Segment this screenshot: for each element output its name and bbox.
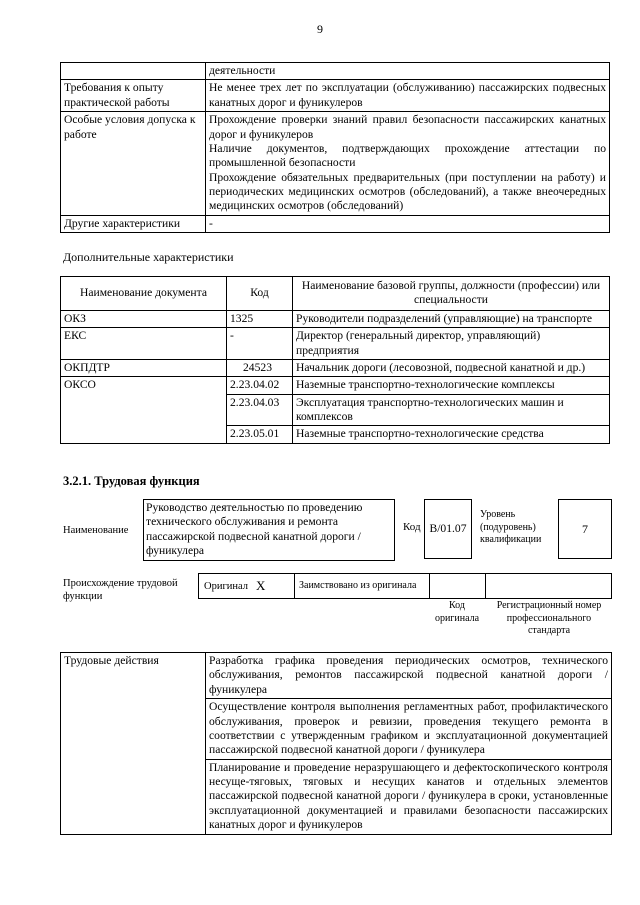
row-label: Требования к опыту практической работы <box>61 80 206 112</box>
row-label: Особые условия допуска к работе <box>61 112 206 216</box>
action-item: Осуществление контроля выполнения регламентных работ, профилактического обслуживания, проверок и ревизии, проведения текущего ремонта в соответствии с утвержденным графиком и эксплуатационной документацией пассажирской подвесной канатной дороги / фуникулера <box>206 698 611 759</box>
reg-number-label: Регистрационный номер профессионального стандарта <box>496 600 602 636</box>
code-cell: 24523 <box>227 359 293 376</box>
code-cell: 2.23.04.02 <box>227 377 293 394</box>
borrowed-label: Заимствовано из оригинала <box>299 580 417 591</box>
table-row <box>61 80 610 112</box>
name-cell: Наземные транспортно-технологические комплексы <box>293 377 610 394</box>
name-cell: Начальник дороги (лесовозной, подвесной канатной и др.) <box>293 359 610 376</box>
doc-cell: ОКПДТР <box>61 359 227 376</box>
action-item: Планирование и проведение неразрушающего и дефектоскопического контроля несуще-тяговых, тяговых и несущих канатов и отдельных элементов пассажирской подвесной канатной дороги / фуникулера в сроки, установленные эксплуатационной документацией и правилами безопасности пассажирских канатных дорог и фуникулеров <box>206 759 611 834</box>
origin-label: Происхождение трудовой функции <box>63 578 178 602</box>
condition-line: Наличие документов, подтверждающих прохождение аттестации по промышленной безопасности <box>209 141 606 170</box>
code-cell: 2.23.05.01 <box>227 426 293 443</box>
qualification-level: 7 <box>558 499 612 559</box>
actions-table <box>60 652 612 835</box>
action-item: Разработка графика проведения периодических осмотров, технического обслуживания, ремонтов пассажирской подвесной канатной дороги / фуникулера <box>209 654 608 696</box>
additional-title: Дополнительные характеристики <box>63 250 234 264</box>
table-row <box>61 359 610 376</box>
row-label: Другие характеристики <box>61 215 206 232</box>
name-cell: Директор (генеральный директор, управляющий) предприятия <box>293 328 610 360</box>
doc-cell: ОКСО <box>61 377 227 444</box>
additional-table <box>60 276 610 444</box>
table-row <box>61 63 610 80</box>
doc-cell: ОКЗ <box>61 310 227 327</box>
continuation-text: деятельности <box>206 63 610 80</box>
name-cell: Эксплуатация транспортно-технологических машин и комплексов <box>293 394 610 426</box>
code-cell: - <box>227 328 293 360</box>
name-cell: Руководители подразделений (управляющие) на транспорте <box>293 310 610 327</box>
column-header: Наименование документа <box>61 277 227 311</box>
table-row <box>61 215 610 232</box>
divider <box>485 573 486 598</box>
function-name: Руководство деятельностью по проведению технического обслуживания и ремонта пассажирской подвесной канатной дороги / фуникулера <box>143 499 395 561</box>
table-row <box>61 310 610 327</box>
code-original-label: Код оригинала <box>434 600 480 624</box>
condition-line: Прохождение обязательных предварительных (при поступлении на работу) и периодических медицинских осмотров (обследований), а также внеочередных медицинских осмотров (обследований) <box>209 170 606 213</box>
level-label: Уровень (подуровень) квалификации <box>480 509 542 545</box>
section-title: 3.2.1. Трудовая функция <box>63 474 200 488</box>
function-code: B/01.07 <box>424 499 472 559</box>
actions-cell <box>206 653 612 835</box>
column-header: Наименование базовой группы, должности (профессии) или специальности <box>293 277 610 311</box>
divider <box>429 573 430 598</box>
condition-line: Прохождение проверки знаний правил безопасности пассажирских канатных дорог и фуникулеров <box>209 113 606 141</box>
row-label: Трудовые действия <box>61 653 206 835</box>
table-row <box>61 377 610 394</box>
name-label: Наименование <box>63 525 129 536</box>
header-row <box>61 277 610 311</box>
row-value: - <box>206 215 610 232</box>
table-row <box>61 112 610 216</box>
column-header: Код <box>227 277 293 311</box>
table-row <box>61 653 612 835</box>
row-value <box>206 112 610 216</box>
divider <box>294 573 295 598</box>
doc-cell: ЕКС <box>61 328 227 360</box>
page-number: 9 <box>317 22 323 36</box>
code-cell: 2.23.04.03 <box>227 394 293 426</box>
original-mark: X <box>256 578 266 593</box>
row-value: Не менее трех лет по эксплуатации (обслуживанию) пассажирских подвесных канатных дорог и фуникулеров <box>206 80 610 112</box>
original-label: Оригинал <box>204 581 248 592</box>
name-cell: Наземные транспортно-технологические средства <box>293 426 610 443</box>
table-row <box>61 328 610 360</box>
code-cell: 1325 <box>227 310 293 327</box>
table-cell <box>61 63 206 80</box>
requirements-table <box>60 62 610 233</box>
code-label: Код <box>403 521 421 533</box>
